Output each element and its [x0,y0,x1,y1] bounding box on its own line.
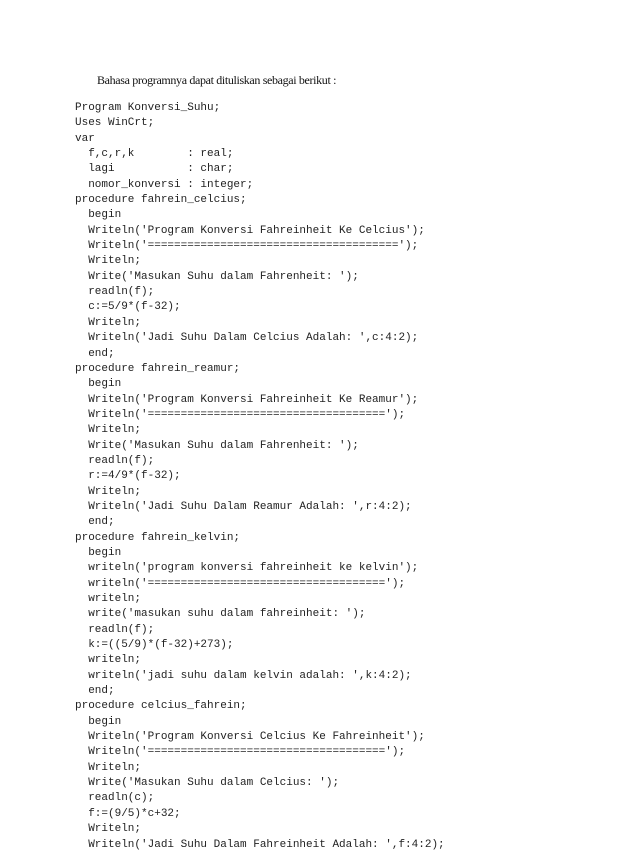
code-block [75,101,445,853]
code-line: readln(f); [75,286,155,299]
code-line: begin [75,209,122,222]
code-line: Writeln; [75,255,142,268]
code-line: writeln; [75,654,142,667]
code-line: Writeln; [75,823,142,836]
code-line: end; [75,685,115,698]
code-line: Writeln('Program Konversi Fahreinheit Ke Celcius'); [75,224,425,237]
code-line: begin [75,715,122,728]
code-line: writeln; [75,593,142,605]
code-line: r:=4/9*(f-32); [75,470,181,483]
code-line: Writeln('===================================='); [75,746,406,759]
code-line: f,c,r,k : real; [75,148,234,161]
code-line: readln(f); [75,623,155,636]
code-line: Writeln('Jadi Suhu Dalam Reamur Adalah: ',r:4:2); [75,500,412,513]
intro-paragraph: Bahasa programnya dapat dituliskan sebagai berikut : [97,73,337,87]
code-line: Writeln('===================================='); [75,408,406,421]
code-line: Writeln('Jadi Suhu Dalam Fahreinheit Adalah: ',f:4:2); [75,838,445,851]
code-line: procedure fahrein_kelvin; [75,531,241,544]
code-line: readln(c); [75,792,155,805]
code-line: writeln('jadi suhu dalam kelvin adalah: ',k:4:2); [75,669,412,682]
code-line: procedure fahrein_reamur; [75,362,241,375]
code-line: write('masukan suhu dalam fahreinheit: '); [75,608,366,621]
code-line: begin [75,378,122,391]
code-line: readln(f); [75,454,155,467]
code-line: writeln('program konversi fahreinheit ke kelvin'); [75,562,419,575]
code-line: end; [75,516,115,529]
code-line: Writeln('Jadi Suhu Dalam Celcius Adalah: ',c:4:2); [75,332,419,345]
code-line: Writeln; [75,485,142,498]
code-line: Writeln('======================================'); [75,240,419,253]
code-line: c:=5/9*(f-32); [75,301,181,314]
code-line: Write('Masukan Suhu dalam Fahrenheit: '); [75,439,359,452]
code-line: begin [75,546,122,559]
code-line: Writeln('Program Konversi Fahreinheit Ke Reamur'); [75,393,419,406]
code-line: Writeln('Program Konversi Celcius Ke Fahreinheit'); [75,731,425,744]
code-line: writeln('===================================='); [75,577,406,590]
code-line: Writeln; [75,761,142,774]
code-line: f:=(9/5)*c+32; [75,807,181,820]
code-line: procedure celcius_fahrein; [75,700,247,713]
code-line: Write('Masukan Suhu dalam Fahrenheit: '); [75,270,359,283]
code-line: Writeln; [75,316,142,329]
code-line: lagi : char; [75,163,234,176]
code-line: Writeln; [75,424,142,437]
code-line: var [75,132,95,145]
code-line: end; [75,347,115,360]
code-line: Program Konversi_Suhu; [75,102,221,114]
code-line: Uses WinCrt; [75,117,155,130]
code-line: procedure fahrein_celcius; [75,194,247,207]
code-line: k:=((5/9)*(f-32)+273); [75,639,234,652]
code-line: nomor_konversi : integer; [75,178,254,191]
code-line: Write('Masukan Suhu dalam Celcius: '); [75,777,340,790]
